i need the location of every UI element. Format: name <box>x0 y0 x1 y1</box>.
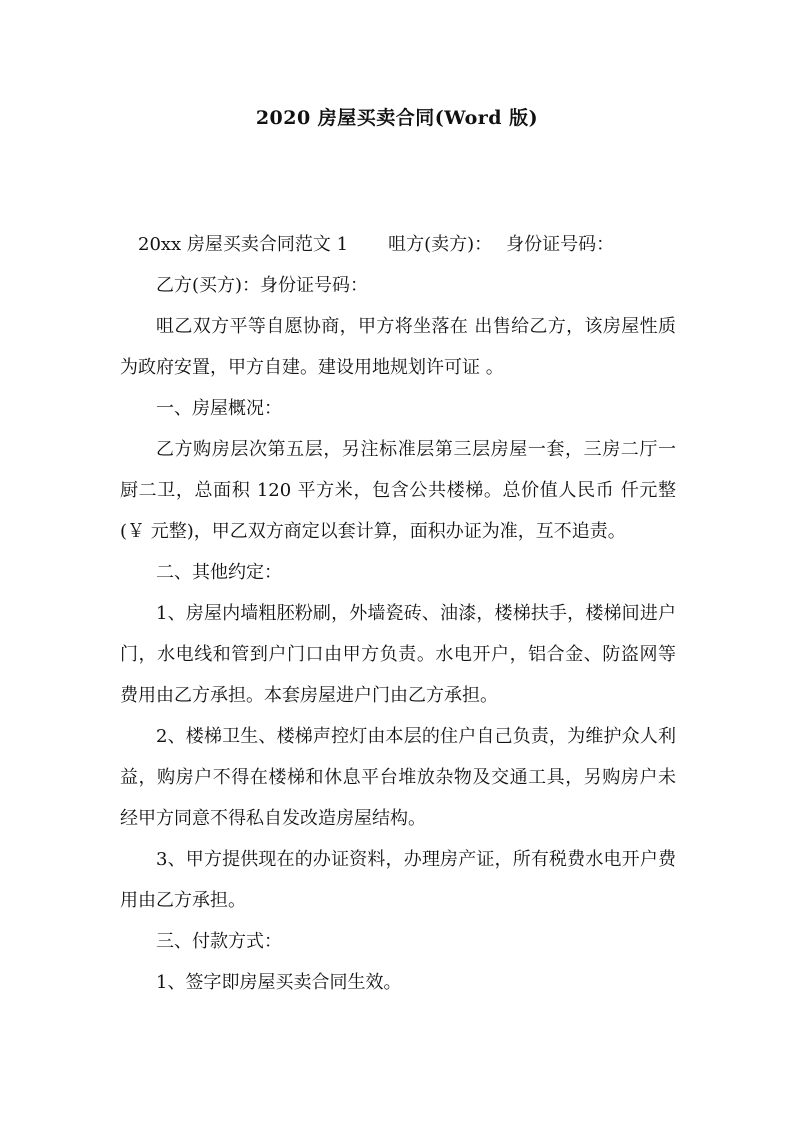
id-number-label: 身份证号码： <box>506 234 615 255</box>
paragraph-clause-1: 1、房屋内墙粗胚粉刷，外墙瓷砖、油漆，楼梯扶手，楼梯间进户门，水电线和管到户门口由甲方负责。水电开户，铝合金、防盗网等费用由乙方承担。本套房屋进户门由乙方承担。 <box>120 603 676 706</box>
paragraph-clause-2: 2、楼梯卫生、楼梯声控灯由本层的住户自己负责，为维护众人利益，购房户不得在楼梯和休息平台堆放杂物及交通工具，另购房户未经甲方同意不得私自发改造房屋结构。 <box>120 726 676 829</box>
paragraph-payment-1: 1、签字即房屋买卖合同生效。 <box>156 972 402 993</box>
paragraph-agreement: 咀乙双方平等自愿协商，甲方将坐落在 出售给乙方，该房屋性质为政府安置，甲方自建。建设用地规划许可证 。 <box>120 316 676 378</box>
paragraph-overview: 乙方购房层次第五层，另注标准层第三层房屋一套，三房二厅一厨二卫，总面积 120 平方米，包含公共楼梯。总价值人民币 仟元整(￥ 元整)，甲乙双方商定以套计算，面积办证为准，互不追责。 <box>120 439 676 542</box>
section-heading-payment: 三、付款方式： <box>156 931 282 952</box>
contract-heading: 20xx 房屋买卖合同范文 1 <box>138 234 349 255</box>
document-title: 2020 房屋买卖合同(Word 版) <box>255 107 539 129</box>
section-heading-other: 二、其他约定： <box>156 562 282 583</box>
paragraph-clause-3: 3、甲方提供现在的办证资料，办理房产证，所有税费水电开户费用由乙方承担。 <box>120 849 676 911</box>
intro-line <box>120 224 676 265</box>
paragraph-party-b: 乙方(买方)：身份证号码： <box>156 275 369 296</box>
document-body <box>120 224 676 1003</box>
section-heading-overview: 一、房屋概况： <box>156 398 282 419</box>
party-a-label: 咀方(卖方)： <box>388 234 493 255</box>
